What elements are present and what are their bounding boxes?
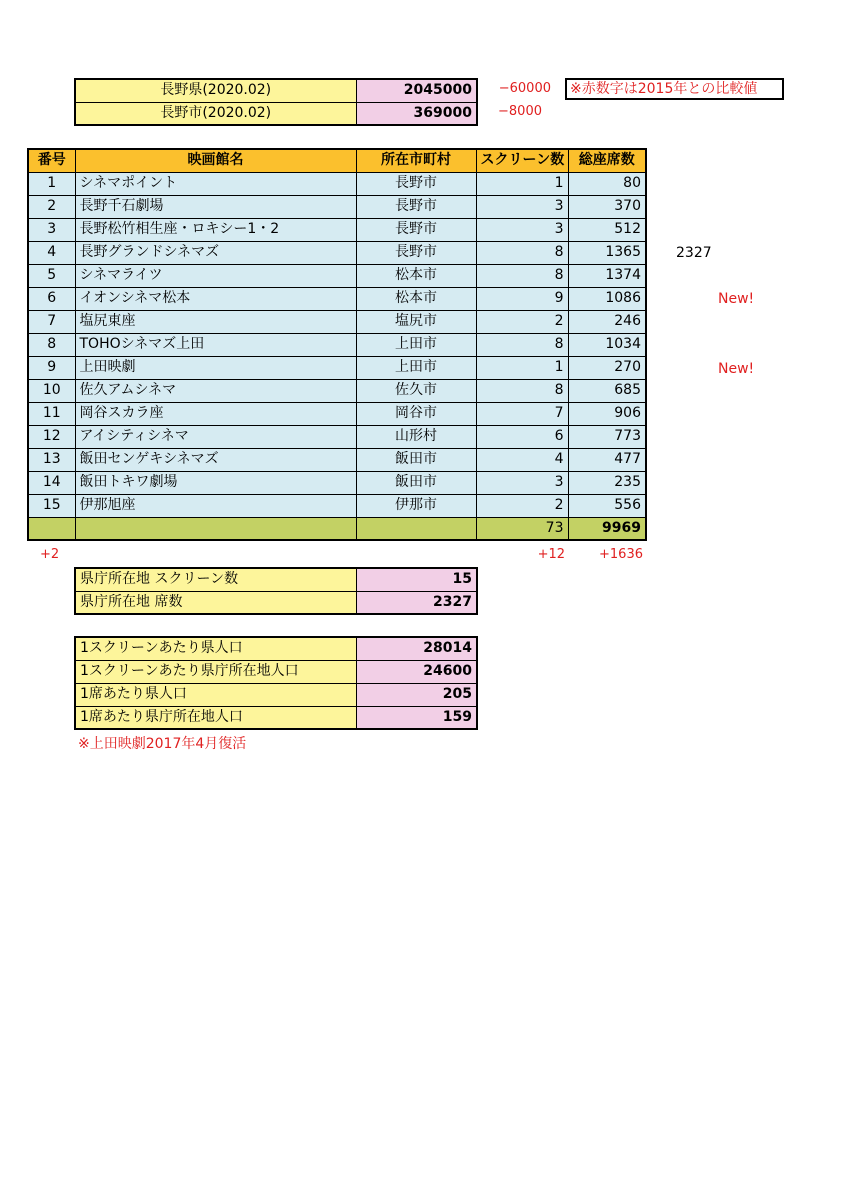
cell-city: 上田市: [356, 333, 476, 356]
cell-number: 4: [28, 241, 75, 264]
header-seats: 総座席数: [568, 149, 646, 172]
cell-city: 長野市: [356, 195, 476, 218]
cell-city: 長野市: [356, 172, 476, 195]
cell-seats: 370: [568, 195, 646, 218]
cell-seats: 556: [568, 494, 646, 517]
population-label: 長野県(2020.02): [75, 79, 356, 102]
population-diff: −60000: [498, 81, 551, 96]
cell-screens: 8: [476, 379, 568, 402]
table-row: [28, 494, 646, 517]
cell-seats: 773: [568, 425, 646, 448]
population-table: [74, 78, 478, 126]
total-blank-cell: [356, 517, 476, 540]
table-row: [75, 706, 477, 729]
cell-screens: 1: [476, 356, 568, 379]
cell-city: 岡谷市: [356, 402, 476, 425]
screen-count-diff: +12: [537, 547, 565, 562]
nagano-seat-subtotal: 2327: [676, 245, 712, 261]
cell-number: 9: [28, 356, 75, 379]
cell-number: 12: [28, 425, 75, 448]
table-row: [28, 471, 646, 494]
cell-city: 松本市: [356, 264, 476, 287]
cell-city: 伊那市: [356, 494, 476, 517]
cell-screens: 8: [476, 241, 568, 264]
ratio-label: 1席あたり県人口: [75, 683, 356, 706]
cell-city: 長野市: [356, 218, 476, 241]
new-badge: New!: [718, 361, 755, 377]
cell-screens: 4: [476, 448, 568, 471]
table-row: [75, 683, 477, 706]
cell-theater-name: 佐久アムシネマ: [75, 379, 356, 402]
cell-screens: 8: [476, 333, 568, 356]
cell-number: 13: [28, 448, 75, 471]
theater-count-diff: +2: [40, 547, 60, 562]
cell-number: 1: [28, 172, 75, 195]
cell-theater-name: 岡谷スカラ座: [75, 402, 356, 425]
table-row: [28, 356, 646, 379]
table-row: [28, 195, 646, 218]
cell-number: 8: [28, 333, 75, 356]
seat-count-diff: +1636: [599, 547, 643, 562]
cell-seats: 246: [568, 310, 646, 333]
new-badge: New!: [718, 291, 755, 307]
cell-city: 松本市: [356, 287, 476, 310]
cell-theater-name: 長野千石劇場: [75, 195, 356, 218]
cell-seats: 906: [568, 402, 646, 425]
cell-theater-name: シネマライツ: [75, 264, 356, 287]
theater-table: [27, 148, 647, 541]
capital-label: 県庁所在地 スクリーン数: [75, 568, 356, 591]
capital-value: 2327: [356, 591, 477, 614]
ratio-table: [74, 636, 478, 730]
table-row: [75, 637, 477, 660]
cell-city: 塩尻市: [356, 310, 476, 333]
cell-theater-name: アイシティシネマ: [75, 425, 356, 448]
cell-seats: 1086: [568, 287, 646, 310]
table-row: [28, 218, 646, 241]
cell-seats: 1374: [568, 264, 646, 287]
cell-number: 3: [28, 218, 75, 241]
cell-seats: 235: [568, 471, 646, 494]
cell-city: 上田市: [356, 356, 476, 379]
header-city: 所在市町村: [356, 149, 476, 172]
population-value: 369000: [356, 102, 477, 125]
table-row: [75, 660, 477, 683]
comparison-note: ※赤数字は2015年との比較値: [565, 78, 784, 100]
cell-seats: 270: [568, 356, 646, 379]
cell-screens: 7: [476, 402, 568, 425]
cell-number: 14: [28, 471, 75, 494]
cell-number: 5: [28, 264, 75, 287]
table-row: [75, 102, 477, 125]
total-seats: 9969: [568, 517, 646, 540]
cell-number: 2: [28, 195, 75, 218]
table-header-row: [28, 149, 646, 172]
ratio-label: 1スクリーンあたり県人口: [75, 637, 356, 660]
ratio-label: 1席あたり県庁所在地人口: [75, 706, 356, 729]
cell-screens: 9: [476, 287, 568, 310]
cell-number: 10: [28, 379, 75, 402]
table-row: [28, 402, 646, 425]
total-blank-cell: [28, 517, 75, 540]
total-row: [28, 517, 646, 540]
cell-seats: 1365: [568, 241, 646, 264]
ratio-label: 1スクリーンあたり県庁所在地人口: [75, 660, 356, 683]
table-row: [28, 241, 646, 264]
cell-city: 飯田市: [356, 471, 476, 494]
cell-theater-name: 塩尻東座: [75, 310, 356, 333]
capital-table: [74, 567, 478, 615]
table-row: [28, 287, 646, 310]
cell-theater-name: 飯田トキワ劇場: [75, 471, 356, 494]
cell-number: 6: [28, 287, 75, 310]
cell-number: 15: [28, 494, 75, 517]
cell-theater-name: 飯田センゲキシネマズ: [75, 448, 356, 471]
table-row: [28, 333, 646, 356]
cell-screens: 3: [476, 471, 568, 494]
cell-screens: 1: [476, 172, 568, 195]
cell-seats: 477: [568, 448, 646, 471]
table-row: [75, 79, 477, 102]
cell-city: 飯田市: [356, 448, 476, 471]
total-screens: 73: [476, 517, 568, 540]
ratio-value: 24600: [356, 660, 477, 683]
table-row: [75, 568, 477, 591]
table-row: [28, 425, 646, 448]
cell-seats: 1034: [568, 333, 646, 356]
cell-number: 7: [28, 310, 75, 333]
cell-theater-name: TOHOシネマズ上田: [75, 333, 356, 356]
header-number: 番号: [28, 149, 75, 172]
capital-label: 県庁所在地 席数: [75, 591, 356, 614]
cell-screens: 2: [476, 494, 568, 517]
cell-seats: 80: [568, 172, 646, 195]
cell-screens: 6: [476, 425, 568, 448]
cell-theater-name: 上田映劇: [75, 356, 356, 379]
table-row: [28, 310, 646, 333]
cell-screens: 3: [476, 195, 568, 218]
footnote: ※上田映劇2017年4月復活: [78, 736, 247, 752]
capital-value: 15: [356, 568, 477, 591]
table-row: [28, 379, 646, 402]
cell-theater-name: 長野松竹相生座・ロキシー1・2: [75, 218, 356, 241]
cell-seats: 685: [568, 379, 646, 402]
table-row: [75, 591, 477, 614]
cell-city: 山形村: [356, 425, 476, 448]
population-diff: −8000: [498, 104, 542, 119]
total-blank-cell: [75, 517, 356, 540]
header-theater-name: 映画館名: [75, 149, 356, 172]
ratio-value: 159: [356, 706, 477, 729]
cell-theater-name: シネマポイント: [75, 172, 356, 195]
table-row: [28, 264, 646, 287]
cell-screens: 3: [476, 218, 568, 241]
table-row: [28, 448, 646, 471]
cell-seats: 512: [568, 218, 646, 241]
header-screens: スクリーン数: [476, 149, 568, 172]
cell-theater-name: 長野グランドシネマズ: [75, 241, 356, 264]
population-label: 長野市(2020.02): [75, 102, 356, 125]
cell-screens: 8: [476, 264, 568, 287]
population-value: 2045000: [356, 79, 477, 102]
cell-screens: 2: [476, 310, 568, 333]
cell-city: 長野市: [356, 241, 476, 264]
table-row: [28, 172, 646, 195]
cell-theater-name: イオンシネマ松本: [75, 287, 356, 310]
cell-theater-name: 伊那旭座: [75, 494, 356, 517]
ratio-value: 28014: [356, 637, 477, 660]
cell-number: 11: [28, 402, 75, 425]
cell-city: 佐久市: [356, 379, 476, 402]
ratio-value: 205: [356, 683, 477, 706]
